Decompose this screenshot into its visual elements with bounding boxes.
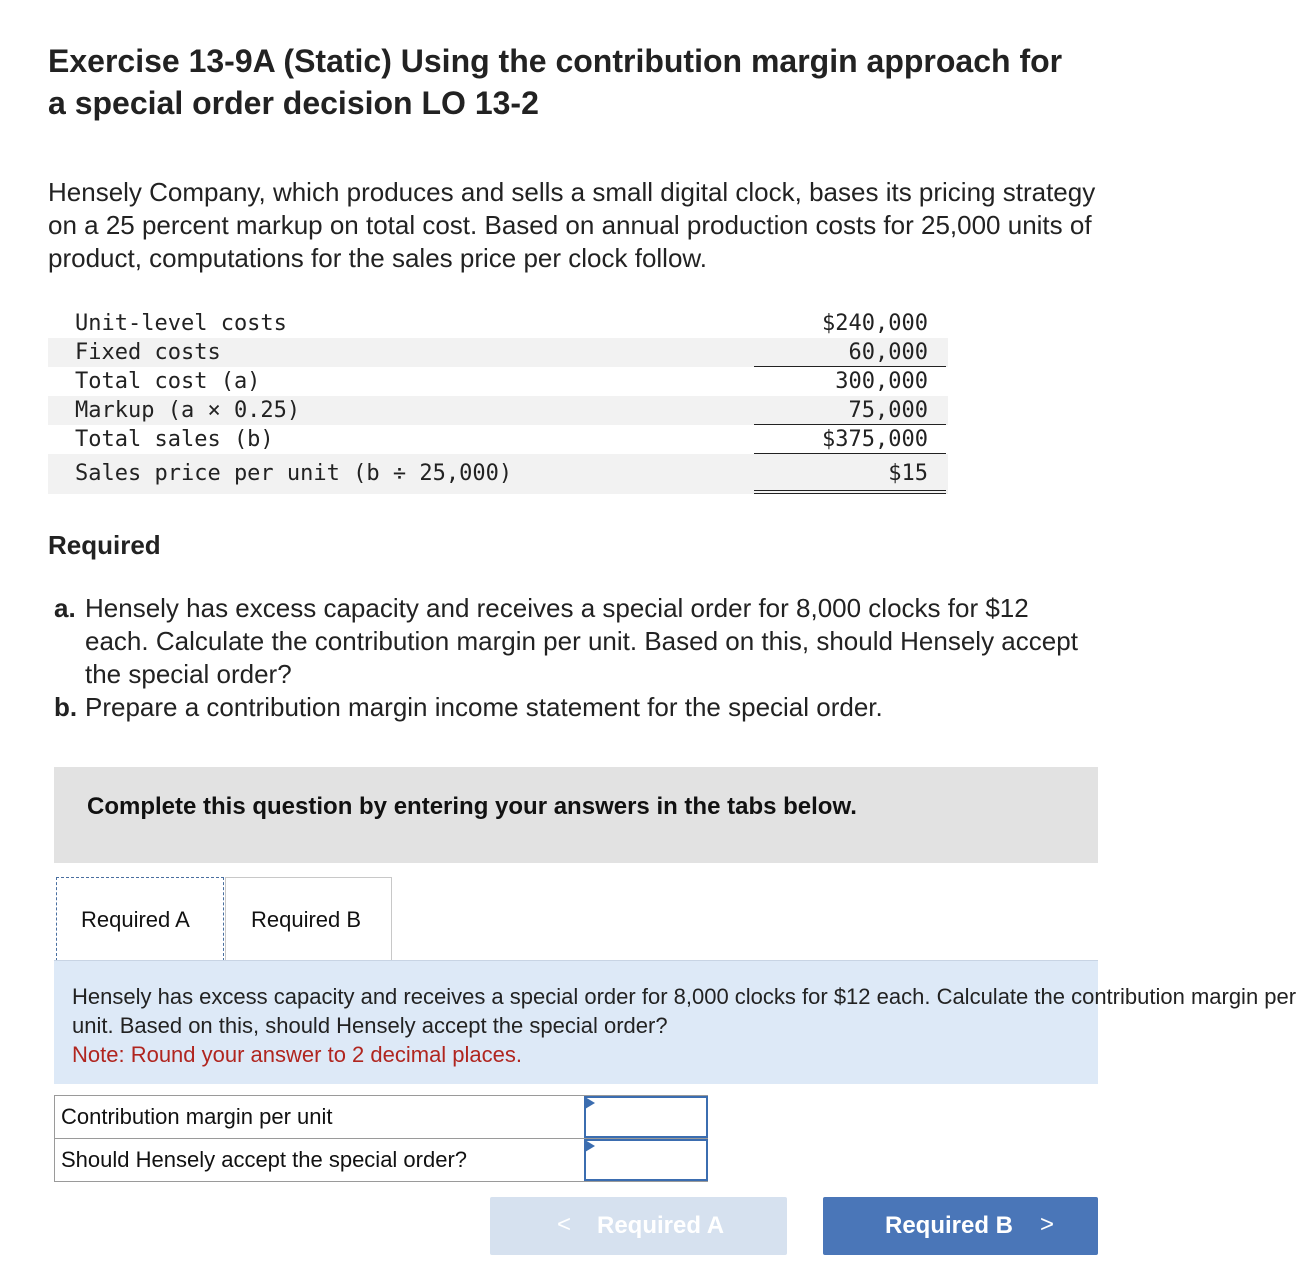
- cost-label: Markup (a × 0.25): [75, 398, 301, 423]
- required-list: [54, 592, 1094, 724]
- rounding-note: Note: Round your answer to 2 decimal places.: [72, 1042, 523, 1067]
- answer-row-accept-order: [54, 1138, 708, 1182]
- question-line: unit. Based on this, should Hensely accept the special order?: [72, 1013, 668, 1038]
- cost-label: Sales price per unit (b ÷ 25,000): [75, 461, 513, 486]
- instruction-banner: [54, 767, 1098, 863]
- tab-required-a[interactable]: [56, 877, 224, 961]
- required-item-a: [54, 592, 1094, 691]
- cost-label: Total sales (b): [75, 427, 274, 452]
- chevron-right-icon: >: [1040, 1211, 1055, 1238]
- tab-label: Required A: [81, 907, 190, 932]
- cost-row-total-sales: [48, 425, 948, 454]
- required-letter: a.: [54, 593, 76, 623]
- cost-value: 60,000: [848, 340, 928, 365]
- cost-value-cell: [754, 367, 946, 396]
- cost-value-cell: [754, 309, 946, 338]
- required-item-b: [54, 691, 1094, 724]
- cost-row-total-cost: [48, 367, 948, 396]
- accept-order-dropdown[interactable]: [584, 1139, 708, 1181]
- intro-paragraph: Hensely Company, which produces and sells a small digital clock, bases its pricing strategy on a 25 percent markup on total cost. Based on annual production costs for 25,000 units of product, computations for the sales price per clock follow.: [48, 177, 1096, 273]
- cost-label: Total cost (a): [75, 369, 261, 394]
- cost-value-cell: [754, 396, 946, 425]
- cost-row-unit-level: [48, 309, 948, 338]
- tab-required-b[interactable]: [225, 877, 392, 960]
- question-panel: [54, 960, 1296, 1084]
- cost-row-sales-price: [48, 454, 948, 494]
- cost-value: $240,000: [822, 311, 928, 336]
- required-letter: b.: [54, 692, 78, 722]
- previous-tab-button[interactable]: [490, 1197, 787, 1255]
- cost-table: [48, 309, 948, 494]
- cost-label: Fixed costs: [75, 340, 221, 365]
- cost-value: 300,000: [835, 369, 928, 394]
- cost-row-markup: [48, 396, 948, 425]
- cost-value: $15: [888, 461, 928, 486]
- input-marker-icon: [585, 1140, 595, 1152]
- cost-label: Unit-level costs: [75, 311, 287, 336]
- question-line: Hensely has excess capacity and receives a special order for 8,000 clocks for $12 each. Calculate the contribution margin per: [72, 984, 1296, 1009]
- instruction-text: Complete this question by entering your answers in the tabs below.: [87, 793, 857, 820]
- next-tab-label: Required B: [885, 1212, 1014, 1239]
- cost-value: $375,000: [822, 427, 928, 452]
- answer-label: Contribution margin per unit: [61, 1104, 333, 1129]
- answer-table: [54, 1095, 708, 1182]
- answer-label: Should Hensely accept the special order?: [61, 1147, 468, 1172]
- answer-label-cell: [54, 1139, 584, 1181]
- contribution-margin-input[interactable]: [584, 1096, 708, 1138]
- required-text: Hensely has excess capacity and receives a special order for 8,000 clocks for $12 each. Calculate the contribution margin per unit. Based on this, should Hensely accept the special order?: [85, 593, 1078, 689]
- cost-value-cell: [754, 454, 946, 494]
- answer-label-cell: [54, 1096, 584, 1138]
- previous-tab-label: Required A: [597, 1212, 725, 1239]
- cost-value-cell: [754, 338, 946, 367]
- next-tab-button[interactable]: [823, 1197, 1098, 1255]
- cost-row-fixed: [48, 338, 948, 367]
- required-heading: Required: [48, 530, 161, 560]
- tab-label: Required B: [251, 907, 362, 932]
- input-marker-icon: [585, 1097, 595, 1109]
- exercise-title: Exercise 13-9A (Static) Using the contribution margin approach for a special order decision LO 13-2: [48, 43, 1063, 121]
- cost-value-cell: [754, 425, 946, 454]
- question-text: [72, 982, 1296, 1069]
- required-text: Prepare a contribution margin income statement for the special order.: [85, 692, 883, 722]
- chevron-left-icon: <: [557, 1211, 572, 1238]
- cost-value: 75,000: [848, 398, 928, 423]
- answer-row-contribution-margin: [54, 1095, 708, 1138]
